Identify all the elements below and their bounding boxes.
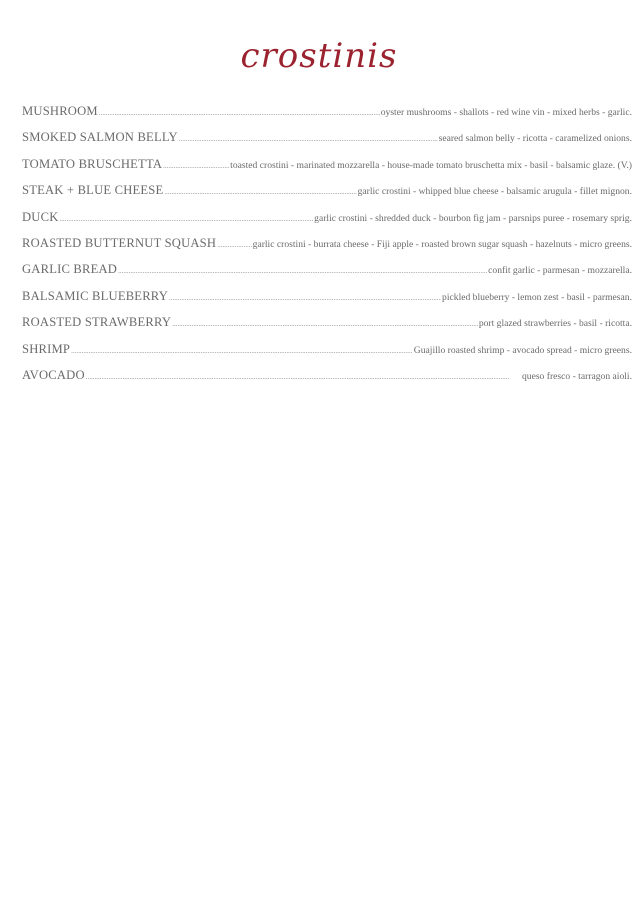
menu-item-description: pickled blueberry - lemon zest - basil - parmesan. — [442, 291, 632, 303]
menu-item-description: garlic crostini - burrata cheese - Fiji apple - roasted brown sugar squash - hazelnuts - micro greens. — [252, 238, 632, 250]
menu-item-description: oyster mushrooms - shallots - red wine vin - mixed herbs - garlic. — [380, 107, 632, 118]
menu-item-description: seared salmon belly - ricotta - caramelized onions. — [438, 133, 632, 145]
menu-item-description: garlic crostini - shredded duck - bourbon fig jam - parsnips puree - rosemary sprig. — [314, 212, 632, 224]
menu-item — [22, 315, 632, 341]
menu-item — [22, 210, 632, 236]
menu-item — [22, 368, 632, 394]
menu-item-description: garlic crostini - whipped blue cheese - balsamic arugula - fillet mignon. — [357, 186, 632, 198]
menu-item-name: SHRIMP — [22, 341, 71, 356]
menu-item-name: STEAK + BLUE CHEESE — [22, 183, 164, 198]
menu-item-description: confit garlic - parmesan - mozzarella. — [488, 265, 632, 277]
dot-leader — [164, 188, 356, 196]
menu-item-name: AVOCADO — [22, 367, 85, 382]
dot-leader — [99, 109, 380, 117]
dot-leader — [71, 347, 413, 355]
menu-item-name: ROASTED STRAWBERRY — [22, 315, 172, 330]
menu-item — [22, 104, 632, 130]
menu-item-name: TOMATO BRUSCHETTA — [22, 156, 163, 171]
menu-item — [22, 130, 632, 156]
menu-item-name: GARLIC BREAD — [22, 262, 118, 277]
menu-item-description: Guajillo roasted shrimp - avocado spread - micro greens. — [413, 344, 632, 356]
menu-item-name: SMOKED SALMON BELLY — [22, 130, 178, 145]
menu-item-description: port glazed strawberries - basil - ricotta. — [478, 318, 632, 330]
menu-item-description: queso fresco - tarragon aioli. — [521, 370, 632, 382]
menu-item-name: MUSHROOM — [22, 104, 98, 118]
dot-leader — [169, 294, 441, 302]
menu-item-name: DUCK — [22, 209, 59, 224]
dot-leader — [86, 373, 521, 381]
dot-leader — [59, 215, 313, 223]
dot-leader — [179, 135, 438, 143]
menu-item — [22, 262, 632, 288]
menu-item — [22, 183, 632, 209]
menu-title: crostinis — [240, 36, 398, 76]
menu-item-name: ROASTED BUTTERNUT SQUASH — [22, 235, 217, 250]
menu-item — [22, 157, 632, 183]
dot-leader — [172, 320, 478, 328]
menu-item-description: toasted crostini - marinated mozzarella - house-made tomato bruschetta mix - basil - balsamic glaze. (V.) — [230, 159, 632, 171]
dot-leader — [217, 241, 251, 249]
dot-leader — [163, 162, 229, 170]
menu-item — [22, 289, 632, 315]
crostini-menu-list — [22, 104, 632, 394]
menu-item — [22, 236, 632, 262]
dot-leader — [118, 267, 487, 275]
menu-item-name: BALSAMIC BLUEBERRY — [22, 288, 168, 303]
menu-item — [22, 342, 632, 368]
